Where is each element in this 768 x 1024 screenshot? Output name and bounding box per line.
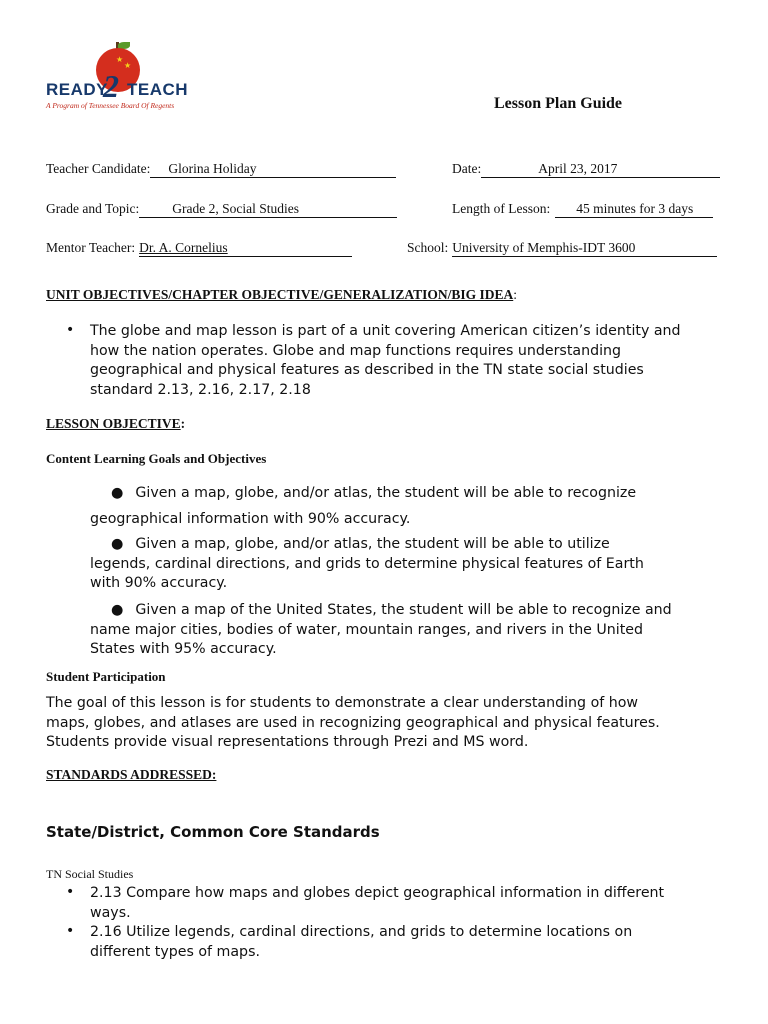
logo-number: 2 bbox=[103, 68, 119, 104]
teacher-value-line bbox=[150, 161, 396, 178]
mentor-label: Mentor Teacher: bbox=[46, 240, 136, 255]
goal-text: Given a map of the United States, the student will be able to recognize and bbox=[135, 602, 672, 618]
text-line: different types of maps. bbox=[90, 943, 260, 960]
bullet-icon: • bbox=[66, 322, 75, 338]
bullet-icon: ● bbox=[111, 536, 124, 552]
goal-text: Given a map, globe, and/or atlas, the student will be able to utilize bbox=[135, 536, 610, 552]
standard-item bbox=[90, 923, 632, 962]
text-line: geographical and physical features as described in the TN state social studies bbox=[90, 362, 644, 378]
text-line: legends, cardinal directions, and grids to determine physical features of Earth bbox=[90, 555, 644, 572]
text-line: The globe and map lesson is part of a unit covering American citizen’s identity and bbox=[90, 323, 681, 339]
text-line: States with 95% accuracy. bbox=[90, 641, 277, 657]
content-goals-subheading: Content Learning Goals and Objectives bbox=[46, 451, 267, 466]
text-line: 2.16 Utilize legends, cardinal directions, and grids to determine locations on bbox=[90, 924, 633, 940]
school-field bbox=[407, 240, 717, 257]
lesson-objective-colon: : bbox=[180, 416, 186, 431]
logo-word-teach: TEACH bbox=[127, 80, 189, 99]
date-value: April 23, 2017 bbox=[538, 161, 618, 176]
unit-objectives-colon: : bbox=[513, 287, 517, 302]
text-line bbox=[90, 601, 750, 621]
bullet-icon: • bbox=[66, 923, 75, 939]
logo-tagline: A Program of Tennessee Board Of Regents bbox=[46, 101, 175, 110]
standards-section-title: State/District, Common Core Standards bbox=[46, 823, 380, 841]
text-line: The goal of this lesson is for students to demonstrate a clear understanding of how bbox=[46, 695, 639, 711]
text-line bbox=[90, 535, 750, 555]
lesson-objective-heading-text: LESSON OBJECTIVE bbox=[46, 416, 181, 431]
mentor-value: Dr. A. Cornelius bbox=[139, 240, 228, 255]
text-line: standard 2.13, 2.16, 2.17, 2.18 bbox=[90, 381, 311, 398]
grade-value: Grade 2, Social Studies bbox=[172, 201, 300, 216]
text-line: Students provide visual representations through Prezi and MS word. bbox=[46, 734, 529, 750]
unit-objectives-heading-text: UNIT OBJECTIVES/CHAPTER OBJECTIVE/GENERALIZATION/BIG IDEA bbox=[46, 287, 514, 302]
grade-label: Grade and Topic: bbox=[46, 201, 140, 216]
date-label: Date: bbox=[452, 161, 482, 176]
text-line: geographical information with 90% accuracy. bbox=[90, 510, 411, 527]
star-icon: ★ bbox=[124, 61, 132, 70]
text-line: name major cities, bodies of water, mountain ranges, and rivers in the United bbox=[90, 621, 644, 638]
standards-subject: TN Social Studies bbox=[46, 867, 134, 881]
mentor-value-line bbox=[139, 240, 352, 257]
date-value-line bbox=[481, 161, 720, 178]
teacher-label: Teacher Candidate: bbox=[46, 161, 151, 176]
bullet-icon: ● bbox=[111, 485, 124, 501]
unit-objectives-heading bbox=[46, 287, 517, 303]
goal-item bbox=[90, 484, 750, 529]
unit-objective-bullet bbox=[90, 322, 681, 400]
standards-heading: STANDARDS ADDRESSED: bbox=[46, 767, 217, 782]
text-line bbox=[90, 484, 750, 504]
teacher-value: Glorina Holiday bbox=[168, 161, 257, 176]
logo-word-ready: READY bbox=[46, 80, 109, 99]
grade-topic-field bbox=[46, 201, 397, 218]
goal-item bbox=[90, 601, 750, 660]
bullet-icon: ● bbox=[111, 602, 124, 618]
school-value: University of Memphis-IDT 3600 bbox=[452, 240, 636, 255]
text-line: maps, globes, and atlases are used in recognizing geographical and physical features. bbox=[46, 714, 660, 731]
length-value: 45 minutes for 3 days bbox=[576, 201, 694, 216]
star-icon: ★ bbox=[116, 55, 124, 64]
length-field bbox=[452, 201, 713, 218]
goal-item bbox=[90, 535, 750, 594]
document-title: Lesson Plan Guide bbox=[494, 95, 623, 112]
school-value-line bbox=[452, 240, 717, 257]
student-participation-text bbox=[46, 694, 660, 753]
lesson-objective-heading bbox=[46, 416, 185, 432]
standard-item bbox=[90, 884, 664, 923]
student-participation-heading: Student Participation bbox=[46, 669, 166, 684]
text-line: ways. bbox=[90, 904, 131, 921]
bullet-icon: • bbox=[66, 884, 75, 900]
goal-text: Given a map, globe, and/or atlas, the student will be able to recognize bbox=[135, 485, 637, 501]
teacher-candidate-field bbox=[46, 161, 396, 178]
grade-value-line bbox=[139, 201, 397, 218]
text-line: how the nation operates. Globe and map functions requires understanding bbox=[90, 342, 622, 359]
text-line: 2.13 Compare how maps and globes depict geographical information in different bbox=[90, 885, 665, 901]
text-line: with 90% accuracy. bbox=[90, 575, 228, 591]
length-value-line bbox=[555, 201, 713, 218]
school-label: School: bbox=[407, 240, 449, 255]
date-field bbox=[452, 161, 720, 178]
length-label: Length of Lesson: bbox=[452, 201, 551, 216]
mentor-teacher-field bbox=[46, 240, 352, 257]
